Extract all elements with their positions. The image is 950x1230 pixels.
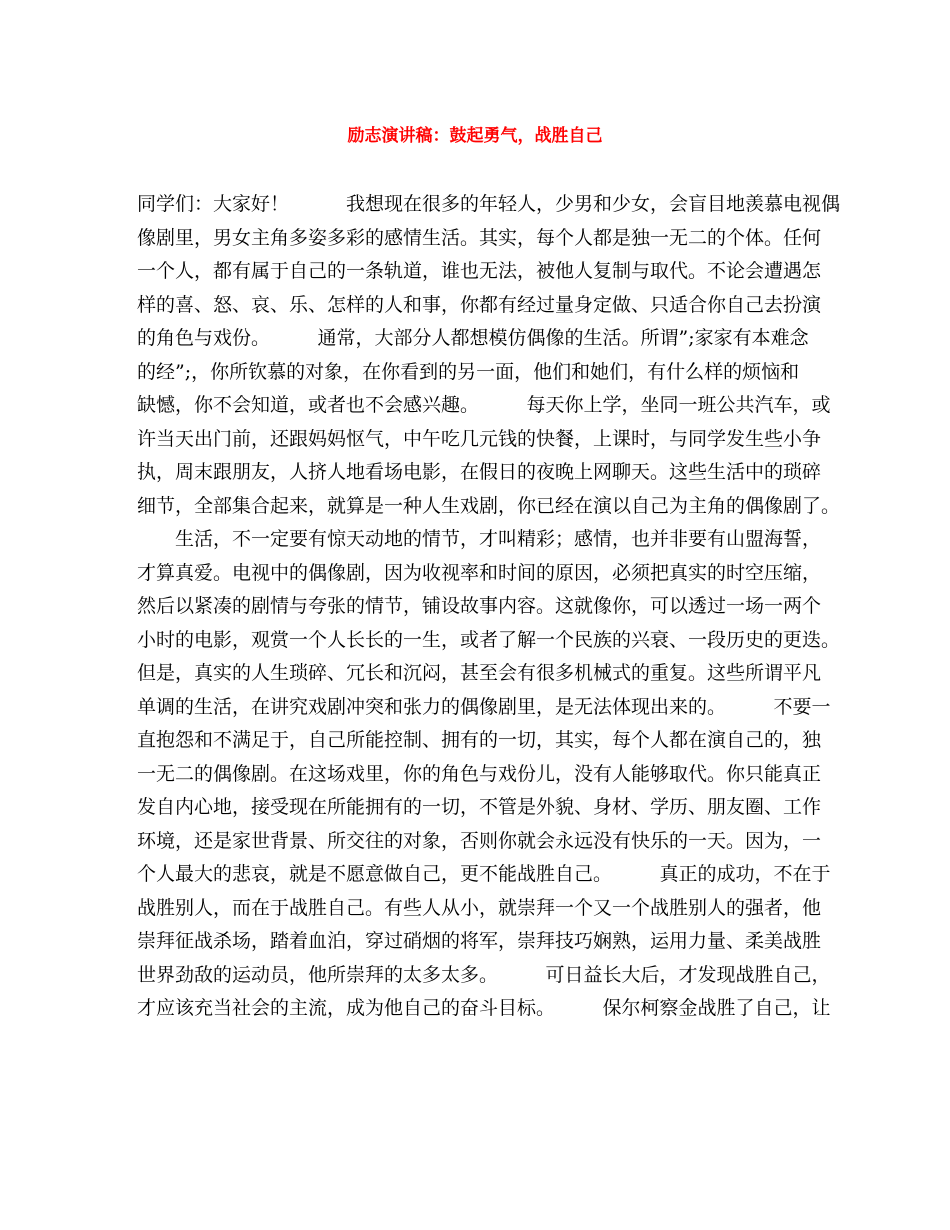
- text-line: 环境，还是家世背景、所交往的对象，否则你就会永远没有快乐的一天。因为，一: [137, 829, 822, 852]
- text-line: 的经”;，你所钦慕的对象，在你看到的另一面，他们和她们，有什么样的烦恼和: [137, 360, 800, 383]
- text-line: 单调的生活，在讲究戏剧冲突和张力的偶像剧里，是无法体现出来的。 不要一: [137, 695, 831, 718]
- text-line: 一无二的偶像剧。在这场戏里，你的角色与戏份儿，没有人能够取代。你只能真正: [137, 762, 822, 785]
- document-body: [137, 188, 841, 1026]
- text-line: 执，周末跟朋友，人挤人地看场电影，在假日的夜晚上网聊天。这些生活中的琐碎: [137, 461, 822, 483]
- text-line: 才应该充当社会的主流，成为他自己的奋斗目标。 保尔柯察金战胜了自己，让: [137, 997, 831, 1019]
- text-line-indented: 生活，不一定要有惊天动地的情节，才叫精彩；感情，也并非要有山盟海誓，: [175, 528, 822, 550]
- text-line: 发自内心地，接受现在所能拥有的一切，不管是外貌、身材、学历、朋友圈、工作: [137, 796, 822, 818]
- text-line: 直抱怨和不满足于，自己所能控制、拥有的一切，其实，每个人都在演自己的，独: [137, 729, 822, 751]
- text-line: 许当天出门前，还跟妈妈怄气，中午吃几元钱的快餐，上课时，与同学发生些小争: [137, 427, 822, 450]
- text-line: 才算真爱。电视中的偶像剧，因为收视率和时间的原因，必须把真实的时空压缩，: [137, 561, 822, 584]
- document-title: 励志演讲稿：鼓起勇气，战胜自己: [347, 126, 603, 146]
- text-line: 像剧里，男女主角多姿多彩的感情生活。其实，每个人都是独一无二的个体。任何: [137, 226, 822, 249]
- text-line: 战胜别人，而在于战胜自己。有些人从小，就崇拜一个又一个战胜别人的强者，他: [137, 896, 822, 919]
- text-line: 一个人，都有属于自己的一条轨道，谁也无法，被他人复制与取代。不论会遭遇怎: [137, 260, 822, 282]
- text-line: 同学们：大家好！ 我想现在很多的年轻人，少男和少女，会盲目地羡慕电视偶: [137, 193, 841, 215]
- text-line: 细节，全部集合起来，就算是一种人生戏剧，你已经在演以自己为主角的偶像剧了。: [137, 494, 841, 517]
- text-line: 但是，真实的人生琐碎、冗长和沉闷，甚至会有很多机械式的重复。这些所谓平凡: [137, 662, 822, 684]
- text-line: 个人最大的悲哀，就是不愿意做自己，更不能战胜自己。 真正的成功，不在于: [137, 863, 831, 885]
- text-line: 缺憾，你不会知道，或者也不会感兴趣。 每天你上学，坐同一班公共汽车，或: [137, 394, 831, 416]
- text-line: 的角色与戏份。 通常，大部分人都想模仿偶像的生活。所谓”;家家有本难念: [137, 327, 809, 349]
- text-line: 然后以紧凑的剧情与夸张的情节，铺设故事内容。这就像你，可以透过一场一两个: [137, 595, 822, 617]
- text-line: 样的喜、怒、哀、乐、怎样的人和事，你都有经过量身定做、只适合你自己去扮演: [137, 293, 822, 316]
- text-line: 世界劲敌的运动员，他所崇拜的太多太多。 可日益长大后，才发现战胜自己，: [137, 963, 831, 986]
- text-line: 崇拜征战杀场，踏着血泊，穿过硝烟的将军，崇拜技巧娴熟，运用力量、柔美战胜: [137, 930, 822, 952]
- text-line: 小时的电影，观赏一个人长长的一生，或者了解一个民族的兴衰、一段历史的更迭。: [137, 628, 841, 651]
